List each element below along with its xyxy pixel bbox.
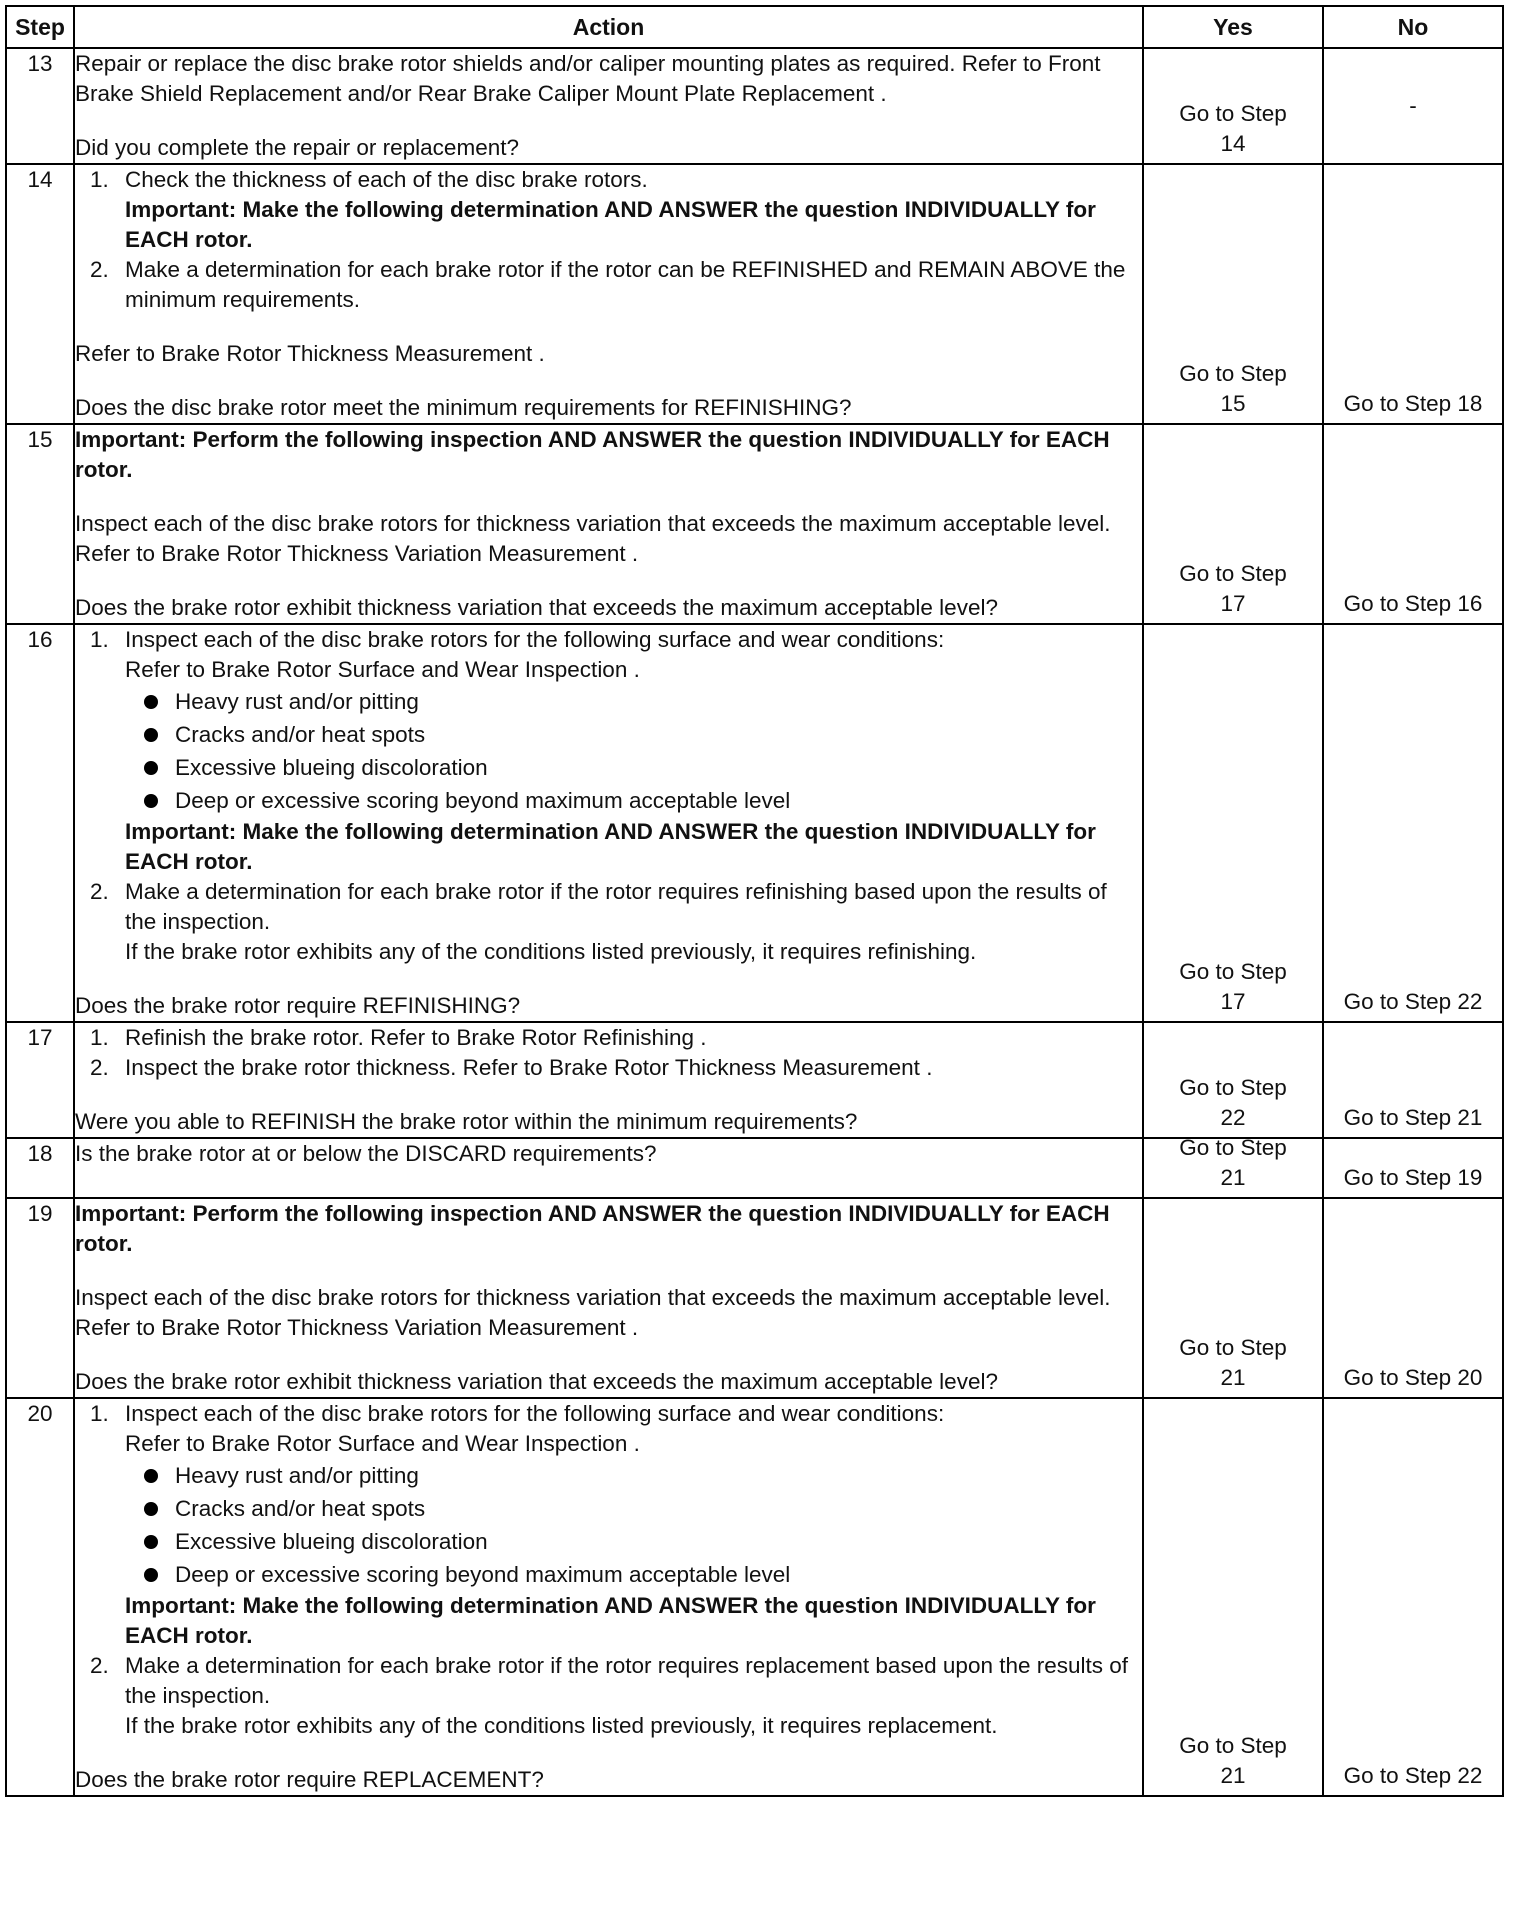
action-cell [74, 624, 1143, 1022]
list-item [125, 751, 1142, 784]
no-action: Go to Step 18 [1343, 391, 1483, 416]
step-number: 13 [6, 48, 74, 164]
spacer [75, 315, 1142, 339]
spacer [75, 967, 1142, 991]
condition-text: Heavy rust and/or pitting [175, 689, 419, 714]
no-cell [1323, 1398, 1503, 1796]
condition-list [125, 1459, 1142, 1591]
action-text: Refer to Brake Rotor Thickness Measurement . [75, 341, 545, 366]
step-number: 16 [6, 624, 74, 1022]
bullet-icon [144, 1502, 158, 1516]
procedure-list [75, 165, 1142, 315]
action-text: Does the brake rotor exhibit thickness variation that exceeds the maximum acceptable level? [75, 1369, 998, 1394]
action-text: Did you complete the repair or replacement? [75, 135, 519, 160]
procedure-step [75, 1023, 1142, 1053]
action-text: Repair or replace the disc brake rotor shields and/or caliper mounting plates as required. Refer to Front Brake Shield Replacement and/or Rear Brake Caliper Mount Plate Replacement . [75, 51, 1101, 106]
step-number: 18 [6, 1138, 74, 1198]
table-row [6, 1138, 1503, 1198]
yes-cell [1143, 424, 1323, 624]
important-note: Important: Make the following determination AND ANSWER the question INDIVIDUALLY for EACH rotor. [125, 819, 1096, 874]
no-cell [1323, 48, 1503, 164]
action-cell [74, 164, 1143, 424]
procedure-step [75, 1053, 1142, 1083]
header-step: Step [6, 6, 74, 48]
spacer [75, 1259, 1142, 1283]
important-note: Important: Make the following determination AND ANSWER the question INDIVIDUALLY for EACH rotor. [125, 1593, 1096, 1648]
header-no: No [1323, 6, 1503, 48]
procedure-step [75, 255, 1142, 315]
important-note: Important: Perform the following inspection AND ANSWER the question INDIVIDUALLY for EACH rotor. [75, 427, 1110, 482]
step-reference: Refer to Brake Rotor Surface and Wear Inspection . [125, 1431, 640, 1456]
yes-cell [1143, 48, 1323, 164]
list-item [125, 685, 1142, 718]
step-text: Check the thickness of each of the disc brake rotors. [125, 167, 648, 192]
list-item [125, 1492, 1142, 1525]
step-text: Inspect each of the disc brake rotors for the following surface and wear conditions: [125, 627, 945, 652]
yes-cell [1143, 1198, 1323, 1398]
no-action: Go to Step 16 [1343, 591, 1483, 616]
step-note: If the brake rotor exhibits any of the conditions listed previously, it requires refinishing. [125, 939, 977, 964]
no-action: Go to Step 22 [1343, 1763, 1483, 1788]
step-index: 2. [90, 257, 109, 282]
procedure-step [75, 1399, 1142, 1651]
spacer [75, 1083, 1142, 1107]
no-cell [1323, 1198, 1503, 1398]
list-item [125, 1525, 1142, 1558]
action-text: Is the brake rotor at or below the DISCARD requirements? [75, 1141, 657, 1166]
step-index: 2. [90, 1055, 109, 1080]
list-item [125, 1459, 1142, 1492]
header-yes: Yes [1143, 6, 1323, 48]
condition-text: Heavy rust and/or pitting [175, 1463, 419, 1488]
step-reference: Refer to Brake Rotor Surface and Wear Inspection . [125, 657, 640, 682]
yes-action: Go to Step 14 [1179, 101, 1287, 156]
list-item [125, 784, 1142, 817]
step-number: 14 [6, 164, 74, 424]
table-header-row [6, 6, 1503, 48]
action-cell [74, 424, 1143, 624]
yes-cell [1143, 1135, 1323, 1198]
bullet-icon [144, 761, 158, 775]
step-number: 20 [6, 1398, 74, 1796]
table-row [6, 424, 1503, 624]
step-index: 1. [90, 1401, 109, 1426]
procedure-step [75, 625, 1142, 877]
action-cell [74, 1398, 1143, 1796]
step-text: Inspect the brake rotor thickness. Refer to Brake Rotor Thickness Measurement . [125, 1055, 933, 1080]
yes-action: Go to Step 21 [1179, 1335, 1287, 1390]
yes-action: Go to Step 15 [1179, 361, 1287, 416]
condition-text: Cracks and/or heat spots [175, 1496, 426, 1521]
step-text: Inspect each of the disc brake rotors for the following surface and wear conditions: [125, 1401, 945, 1426]
action-text: Were you able to REFINISH the brake rotor within the minimum requirements? [75, 1109, 858, 1134]
condition-text: Cracks and/or heat spots [175, 722, 426, 747]
important-note: Important: Make the following determination AND ANSWER the question INDIVIDUALLY for EACH rotor. [125, 197, 1096, 252]
yes-action: Go to Step 17 [1179, 561, 1287, 616]
yes-cell [1143, 1022, 1323, 1138]
step-number: 19 [6, 1198, 74, 1398]
procedure-step [75, 165, 1142, 255]
step-text: Make a determination for each brake rotor if the rotor requires replacement based upon the results of the inspection. [125, 1653, 1129, 1708]
yes-cell [1143, 1398, 1323, 1796]
important-note: Important: Perform the following inspection AND ANSWER the question INDIVIDUALLY for EACH rotor. [75, 1201, 1110, 1256]
condition-list [125, 685, 1142, 817]
yes-cell [1143, 624, 1323, 1022]
spacer [75, 369, 1142, 393]
yes-action: Go to Step 21 [1179, 1733, 1287, 1788]
bullet-icon [144, 1535, 158, 1549]
step-index: 2. [90, 879, 109, 904]
table-row [6, 48, 1503, 164]
no-action: Go to Step 21 [1343, 1105, 1483, 1130]
no-cell [1323, 624, 1503, 1022]
procedure-list [75, 1399, 1142, 1741]
action-text: Does the brake rotor exhibit thickness variation that exceeds the maximum acceptable level? [75, 595, 998, 620]
bullet-icon [144, 794, 158, 808]
no-cell [1323, 164, 1503, 424]
step-text: Make a determination for each brake rotor if the rotor requires refinishing based upon the results of the inspection. [125, 879, 1107, 934]
condition-text: Deep or excessive scoring beyond maximum acceptable level [175, 788, 791, 813]
action-text: Does the disc brake rotor meet the minimum requirements for REFINISHING? [75, 395, 852, 420]
action-text: Does the brake rotor require REPLACEMENT? [75, 1767, 544, 1792]
step-index: 2. [90, 1653, 109, 1678]
no-cell [1323, 424, 1503, 624]
step-text: Refinish the brake rotor. Refer to Brake Rotor Refinishing . [125, 1025, 707, 1050]
bullet-icon [144, 728, 158, 742]
header-action: Action [74, 6, 1143, 48]
step-note: If the brake rotor exhibits any of the conditions listed previously, it requires replacement. [125, 1713, 998, 1738]
action-cell [74, 48, 1143, 164]
procedure-list [75, 1023, 1142, 1083]
no-cell [1323, 1022, 1503, 1138]
action-cell [74, 1022, 1143, 1138]
spacer [75, 1741, 1142, 1765]
spacer [75, 569, 1142, 593]
step-text: Make a determination for each brake rotor if the rotor can be REFINISHED and REMAIN ABOVE the minimum requirements. [125, 257, 1126, 312]
diagnostic-table [5, 5, 1504, 1797]
step-index: 1. [90, 167, 109, 192]
no-cell [1323, 1138, 1503, 1198]
spacer [75, 485, 1142, 509]
table-row [6, 1022, 1503, 1138]
no-action: Go to Step 19 [1343, 1165, 1483, 1190]
step-index: 1. [90, 1025, 109, 1050]
procedure-list [75, 625, 1142, 967]
spacer [75, 1343, 1142, 1367]
no-action: Go to Step 20 [1343, 1365, 1483, 1390]
action-cell [74, 1138, 1143, 1198]
bullet-icon [144, 695, 158, 709]
procedure-step [75, 877, 1142, 967]
no-action: - [1409, 93, 1417, 118]
yes-action: Go to Step 17 [1179, 959, 1287, 1014]
step-number: 15 [6, 424, 74, 624]
list-item [125, 1558, 1142, 1591]
action-cell [74, 1198, 1143, 1398]
step-number: 17 [6, 1022, 74, 1138]
action-text: Does the brake rotor require REFINISHING? [75, 993, 521, 1018]
bullet-icon [144, 1568, 158, 1582]
action-text: Inspect each of the disc brake rotors for thickness variation that exceeds the maximum acceptable level. Refer to Brake Rotor Thickness Variation Measurement . [75, 1285, 1111, 1340]
spacer [75, 109, 1142, 133]
action-text: Inspect each of the disc brake rotors for thickness variation that exceeds the maximum acceptable level. Refer to Brake Rotor Thickness Variation Measurement . [75, 511, 1111, 566]
table-row [6, 1398, 1503, 1796]
condition-text: Deep or excessive scoring beyond maximum acceptable level [175, 1562, 791, 1587]
list-item [125, 718, 1142, 751]
yes-action: Go to Step 21 [1179, 1135, 1287, 1190]
condition-text: Excessive blueing discoloration [175, 1529, 488, 1554]
table-row [6, 1198, 1503, 1398]
procedure-step [75, 1651, 1142, 1741]
yes-action: Go to Step 22 [1179, 1075, 1287, 1130]
condition-text: Excessive blueing discoloration [175, 755, 488, 780]
yes-cell [1143, 164, 1323, 424]
table-row [6, 164, 1503, 424]
no-action: Go to Step 22 [1343, 989, 1483, 1014]
bullet-icon [144, 1469, 158, 1483]
table-row [6, 624, 1503, 1022]
step-index: 1. [90, 627, 109, 652]
